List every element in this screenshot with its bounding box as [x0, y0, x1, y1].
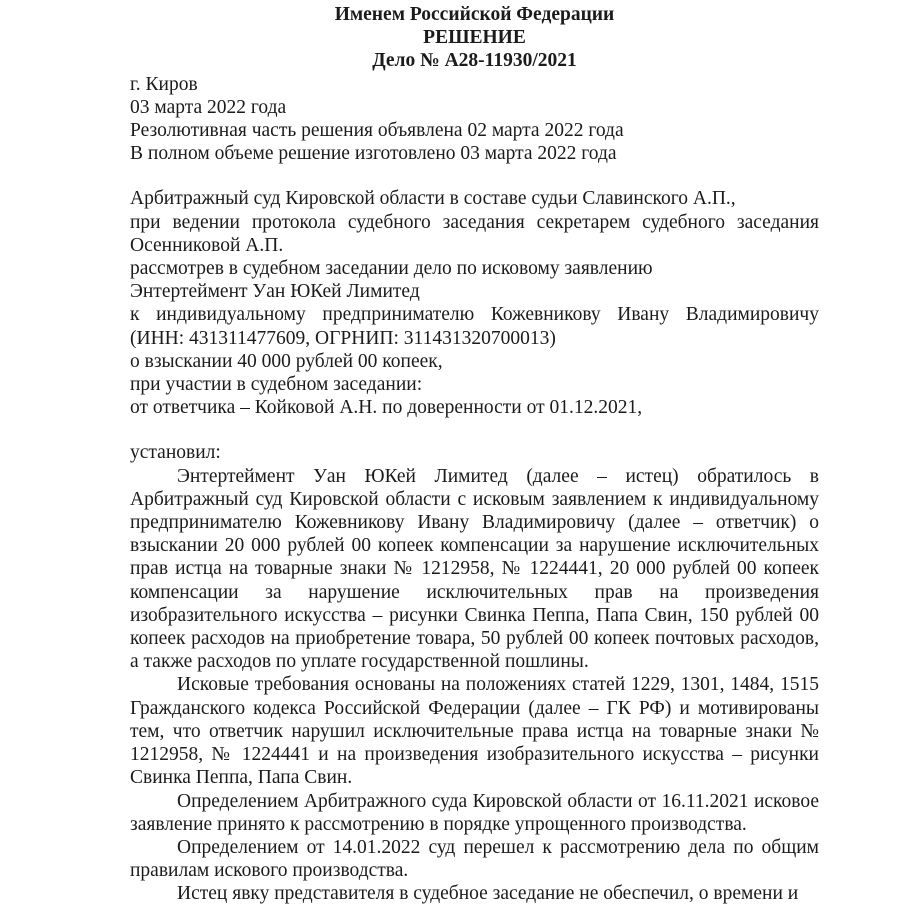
body-paragraph-claims: Энтертеймент Уан ЮКей Лимитед (далее – истец) обратилось в Арбитражный суд Кировской области с исковым заявлением к индивидуальному предпринимателю Кожевникову Ивану Владимировичу (далее – ответчик) о взыскании 20 000 рублей 00 копеек компенсации за нарушение исключительных прав истца на товарные знаки № 1212958, № 1224441, 20 000 рублей 00 копеек компенсации за нарушение исключительных прав на произведения изобразительного искусства – рисунки Свинка Пеппа, Папа Свин, 150 рублей 00 копеек расходов на приобретение товара, 50 рублей 00 копеек почтовых расходов, а также расходов по уплате государственной пошлины.	[130, 465, 819, 673]
heading-in-the-name-of-russian-federation: Именем Российской Федерации	[334, 4, 615, 25]
document-heading	[130, 3, 819, 73]
city-line: г. Киров	[130, 73, 198, 95]
date-line: 03 марта 2022 года	[130, 96, 287, 118]
defendant-representative-line: от ответчика – Койковой А.Н. по доверенности от 01.12.2021,	[130, 397, 643, 419]
plaintiff-name-line: Энтертеймент Уан ЮКей Лимитед	[130, 281, 420, 303]
body-paragraph-ruling-14-01-2022: Определением от 14.01.2022 суд перешел к рассмотрению дела по общим правилам искового производства.	[130, 836, 819, 882]
body-paragraph-ruling-16-11-2021: Определением Арбитражного суда Кировской области от 16.11.2021 исковое заявление принято к рассмотрению в порядке упрощенного производства.	[130, 790, 819, 835]
heading-case-number: Дело № А28-11930/2021	[372, 50, 577, 72]
considered-line: рассмотрев в судебном заседании дело по исковому заявлению	[130, 258, 653, 280]
established-label: установил:	[130, 442, 221, 464]
body-paragraph-legal-grounds: Исковые требования основаны на положениях статей 1229, 1301, 1484, 1515 Гражданского кодекса Российской Федерации (далее – ГК РФ) и мотивированы тем, что ответчик нарушил исключительные права истца на товарные знаки № 1212958, № 1224441 и на произведения изобразительного искусства – рисунки Свинка Пеппа, Папа Свин.	[130, 674, 819, 789]
court-composition-line: Арбитражный суд Кировской области в составе судьи Славинского А.П.,	[130, 188, 736, 210]
resolutive-part-line: Резолютивная часть решения объявлена 02 марта 2022 года	[130, 120, 624, 142]
secretary-line: при ведении протокола судебного заседания секретарем судебного заседания Осенниковой А.П.	[130, 211, 819, 256]
full-volume-line: В полном объеме решение изготовлено 03 марта 2022 года	[130, 143, 617, 165]
heading-decision-title: РЕШЕНИЕ	[423, 27, 526, 49]
participants-label-line: при участии в судебном заседании:	[130, 374, 423, 396]
body-paragraph-plaintiff-absence: Истец явку представителя в судебное заседание не обеспечил, о времени и	[177, 883, 799, 905]
defendant-line: к индивидуальному предпринимателю Кожевникову Ивану Владимировичу (ИНН: 431311477609, ОГРНИП: 311431320700013)	[130, 304, 819, 349]
claim-amount-line: о взыскании 40 000 рублей 00 копеек,	[130, 350, 443, 372]
